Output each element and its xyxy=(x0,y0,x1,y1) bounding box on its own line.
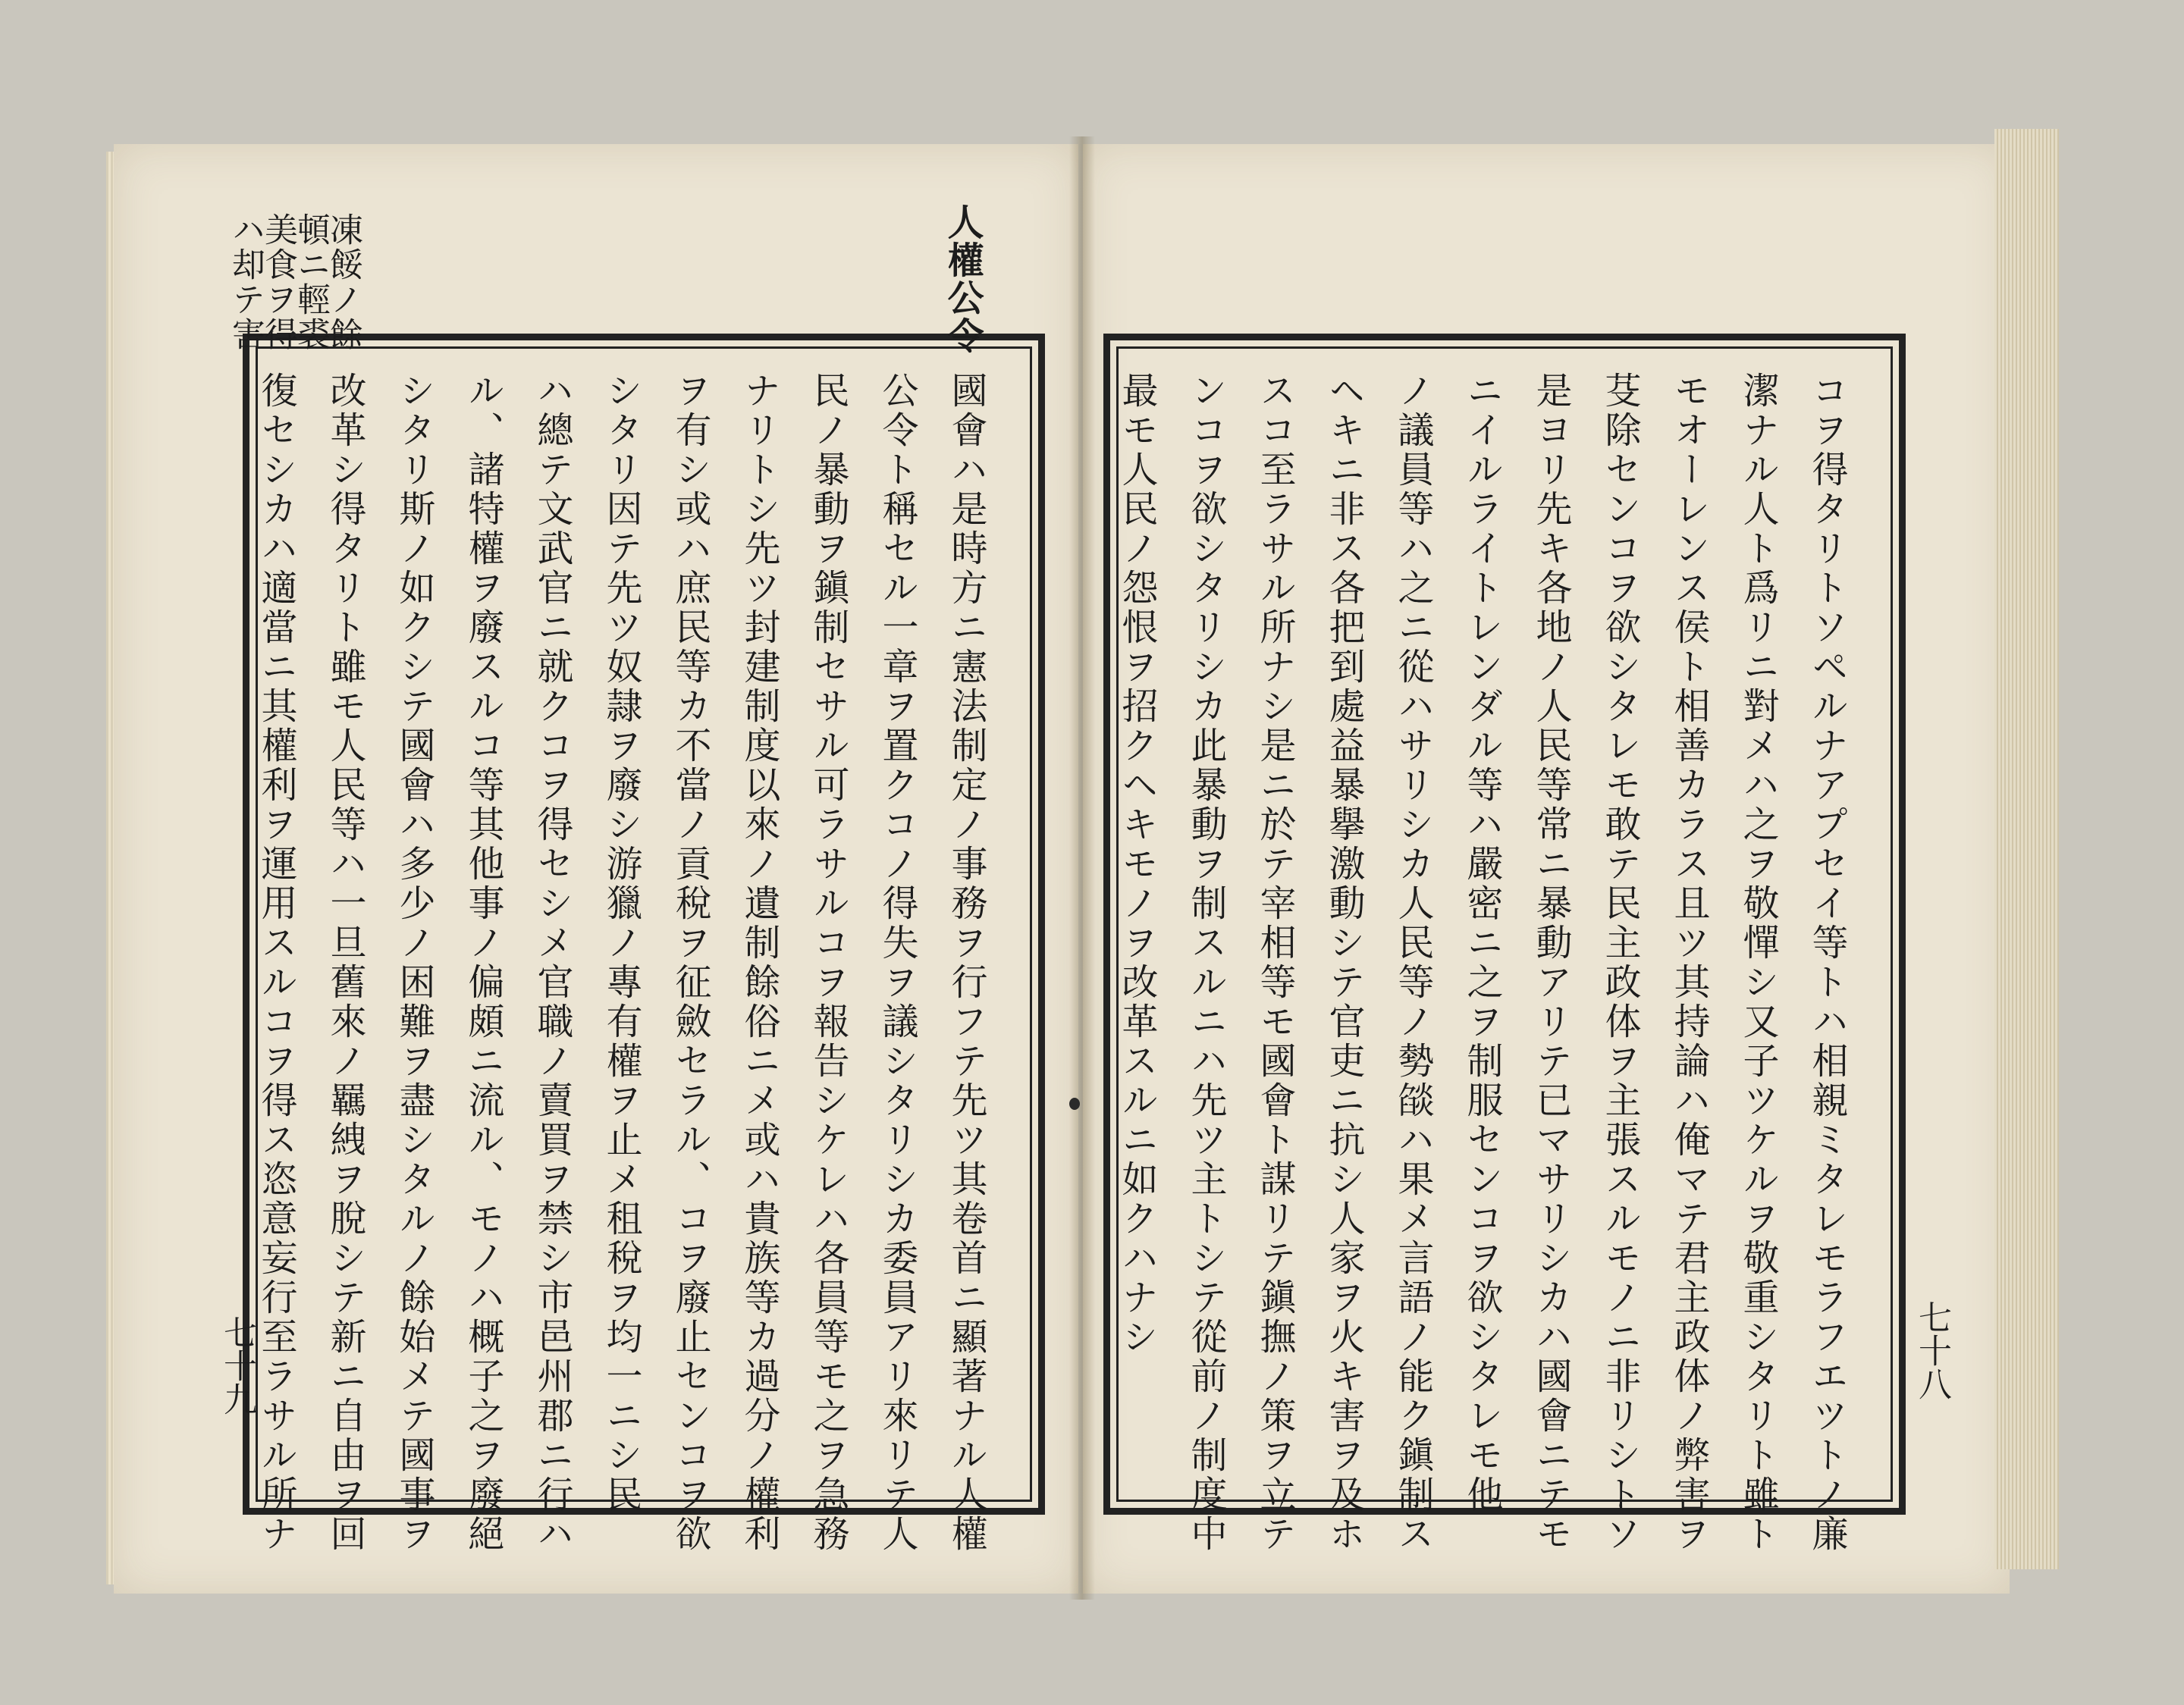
show-through-ghost xyxy=(1646,220,1683,247)
text-column: ヘキニ非ス各把到處益暴擧激動シテ官吏ニ抗シ人家ヲ火キ害ヲ及ホ xyxy=(1323,371,1365,1554)
gutter-shadow xyxy=(1069,136,1095,1600)
text-column: スコ至ラサル所ナシ是ニ於テ宰相等モ國會ト謀リテ鎭撫ノ策ヲ立テ xyxy=(1254,371,1296,1554)
margin-note-3: 美食ヲ得 xyxy=(259,212,297,352)
text-column: ノ議員等ハ之ニ從ハサリシカ人民等ノ勢燄ハ果メ言語ノ能ク鎭制ス xyxy=(1392,371,1434,1554)
text-column: 國會ハ是時方ニ憲法制定ノ事務ヲ行フテ先ツ其卷首ニ顯著ナル人權 xyxy=(945,371,987,1554)
text-column: ンコヲ欲シタリシカ此暴動ヲ制スルニハ先ツ主トシテ從前ノ制度中 xyxy=(1185,371,1227,1554)
text-column: 最モ人民ノ怨恨ヲ招クヘキモノヲ改革スルニ如クハナシ xyxy=(1116,371,1158,1357)
text-column: ニイルライトレンダル等ハ嚴密ニ之ヲ制服センコヲ欲シタレモ他 xyxy=(1461,371,1503,1515)
text-column: 民ノ暴動ヲ鎭制セサル可ラサルコヲ報告シケレハ各員等モ之ヲ急務 xyxy=(807,371,849,1554)
text-column: ナリトシ先ツ封建制度以來ノ遺制餘俗ニメ或ハ貴族等カ過分ノ權利 xyxy=(738,371,780,1554)
text-column: モオーレンス侯ト相善カラス且ツ其持論ハ俺マテ君主政体ノ弊害ヲ xyxy=(1668,371,1710,1554)
text-column: 芟除センコヲ欲シタレモ敢テ民主政体ヲ主張スルモノニ非リシトソ xyxy=(1599,371,1641,1554)
show-through-ghost xyxy=(1600,220,1637,247)
text-column: 是ヨリ先キ各地ノ人民等常ニ暴動アリテ已マサリシカハ國會ニテモ xyxy=(1530,371,1572,1554)
text-column: 潔ナル人ト爲リニ對メハ之ヲ敬憚シ又子ツケルヲ敬重シタリト雖ト xyxy=(1737,371,1779,1554)
text-column: 復セシカハ適當ニ其權利ヲ運用スルコヲ得ス恣意妄行至ラサル所ナ xyxy=(255,371,297,1554)
binding-hole xyxy=(1069,1098,1080,1110)
text-column: ル、諸特權ヲ廢スルコ等其他事ノ偏頗ニ流ル、モノハ概子之ヲ廢絕 xyxy=(462,371,504,1554)
margin-note-4: ハ却テ害 xyxy=(226,212,265,352)
running-header: 人權公令 xyxy=(941,203,984,355)
text-column: 改革シ得タリト雖モ人民等ハ一旦舊來ノ羈絏ヲ脫シテ新ニ自由ヲ回 xyxy=(324,371,366,1554)
margin-note-2: 頓ニ輕裘 xyxy=(291,212,330,352)
text-column: ハ總テ文武官ニ就クコヲ得セシメ官職ノ賣買ヲ禁シ市邑州郡ニ行ハ xyxy=(531,371,573,1554)
text-column: コヲ得タリトソペルナアプセイ等トハ相親ミタレモラフエツトノ廉 xyxy=(1806,371,1848,1554)
text-column: ヲ有シ或ハ庶民等カ不當ノ貢稅ヲ征斂セラル、コヲ廢止センコヲ欲 xyxy=(669,371,711,1554)
text-column: シタリ斯ノ如クシテ國會ハ多少ノ困難ヲ盡シタルノ餘始メテ國事ヲ xyxy=(393,371,435,1554)
margin-note-1: 凍餒ノ餘 xyxy=(324,212,362,352)
page-number-left: 七十九 xyxy=(218,1315,256,1415)
book-edge-right xyxy=(1994,129,2059,1569)
text-column: シタリ因テ先ツ奴隷ヲ廢シ游獵ノ專有權ヲ止メ租稅ヲ均一ニシ民 xyxy=(600,371,642,1515)
text-column: 公令ト稱セル一章ヲ置クコノ得失ヲ議シタリシカ委員アリ來リテ人 xyxy=(876,371,918,1554)
page-number-right: 七十八 xyxy=(1913,1300,1951,1400)
